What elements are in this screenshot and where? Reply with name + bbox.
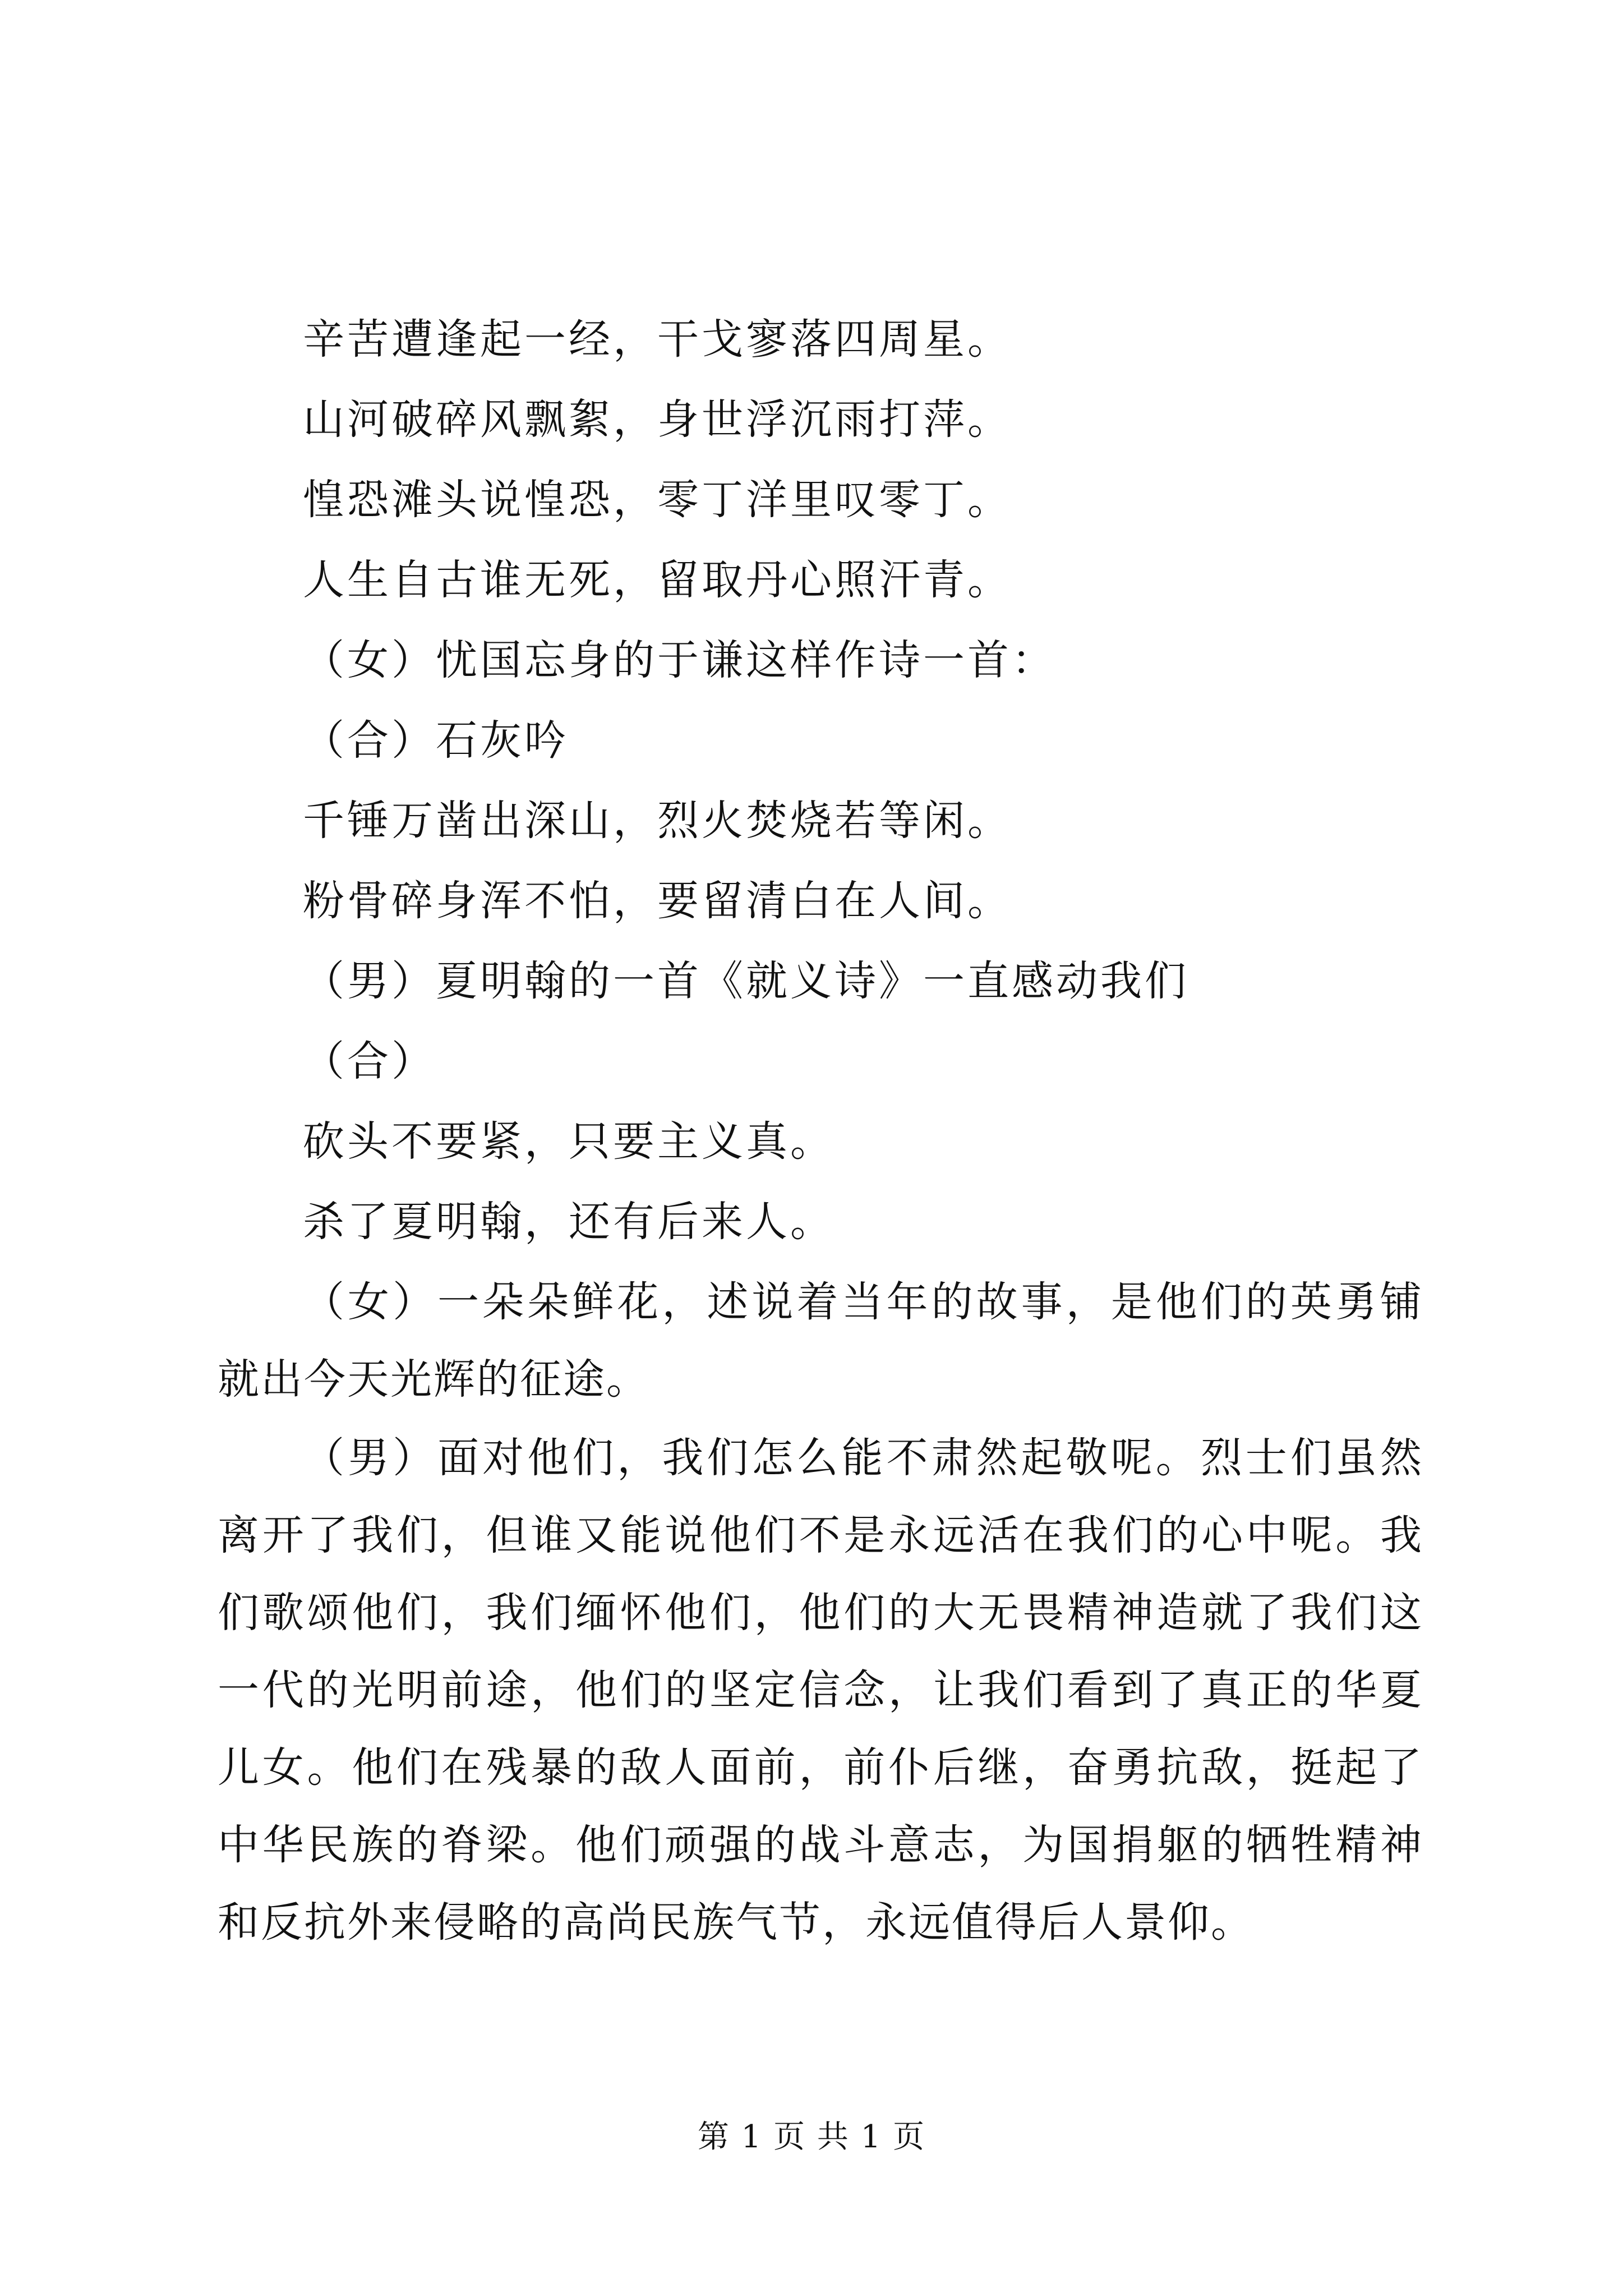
text-line: 粉骨碎身浑不怕，要留清白在人间。 [303, 877, 1012, 925]
text-line: 山河破碎风飘絮，身世浮沉雨打萍。 [303, 395, 1012, 444]
paragraph: （女）一朵朵鲜花，述说着当年的故事，是他们的英勇铺就出今天光辉的征途。 [218, 1278, 1423, 1404]
text-line: （合）石灰吟 [303, 716, 569, 765]
text-line: 人生自古谁无死，留取丹心照汗青。 [303, 556, 1012, 604]
text-line: 砍头不要紧，只要主义真。 [303, 1117, 834, 1166]
text-line: （合） [303, 1037, 436, 1085]
text-line: （男）夏明翰的一首《就义诗》一直感动我们 [303, 957, 1189, 1005]
paragraph: （男）面对他们，我们怎么能不肃然起敬呢。烈士们虽然离开了我们，但谁又能说他们不是永远活在我们的心中呢。我们歌颂他们，我们缅怀他们，他们的大无畏精神造就了我们这一代的光明前途，他们的坚定信念，让我们看到了真正的华夏儿女。他们在残暴的敌人面前，前仆后继，奋勇抗敌，挺起了中华民族的脊梁。他们顽强的战斗意志，为国捐躯的牺牲精神和反抗外来侵略的高尚民族气节，永远值得后人景仰。 [218, 1434, 1423, 1947]
page-footer: 第 1 页 共 1 页 [697, 2119, 926, 2155]
text-line: 惶恐滩头说惶恐，零丁洋里叹零丁。 [303, 476, 1012, 524]
text-line: 杀了夏明翰，还有后来人。 [303, 1198, 834, 1246]
text-line: 千锤万凿出深山，烈火焚烧若等闲。 [303, 797, 1012, 845]
text-line: 辛苦遭逢起一经，干戈寥落四周星。 [303, 315, 1012, 364]
text-line: （女）忧国忘身的于谦这样作诗一首： [303, 636, 1056, 684]
